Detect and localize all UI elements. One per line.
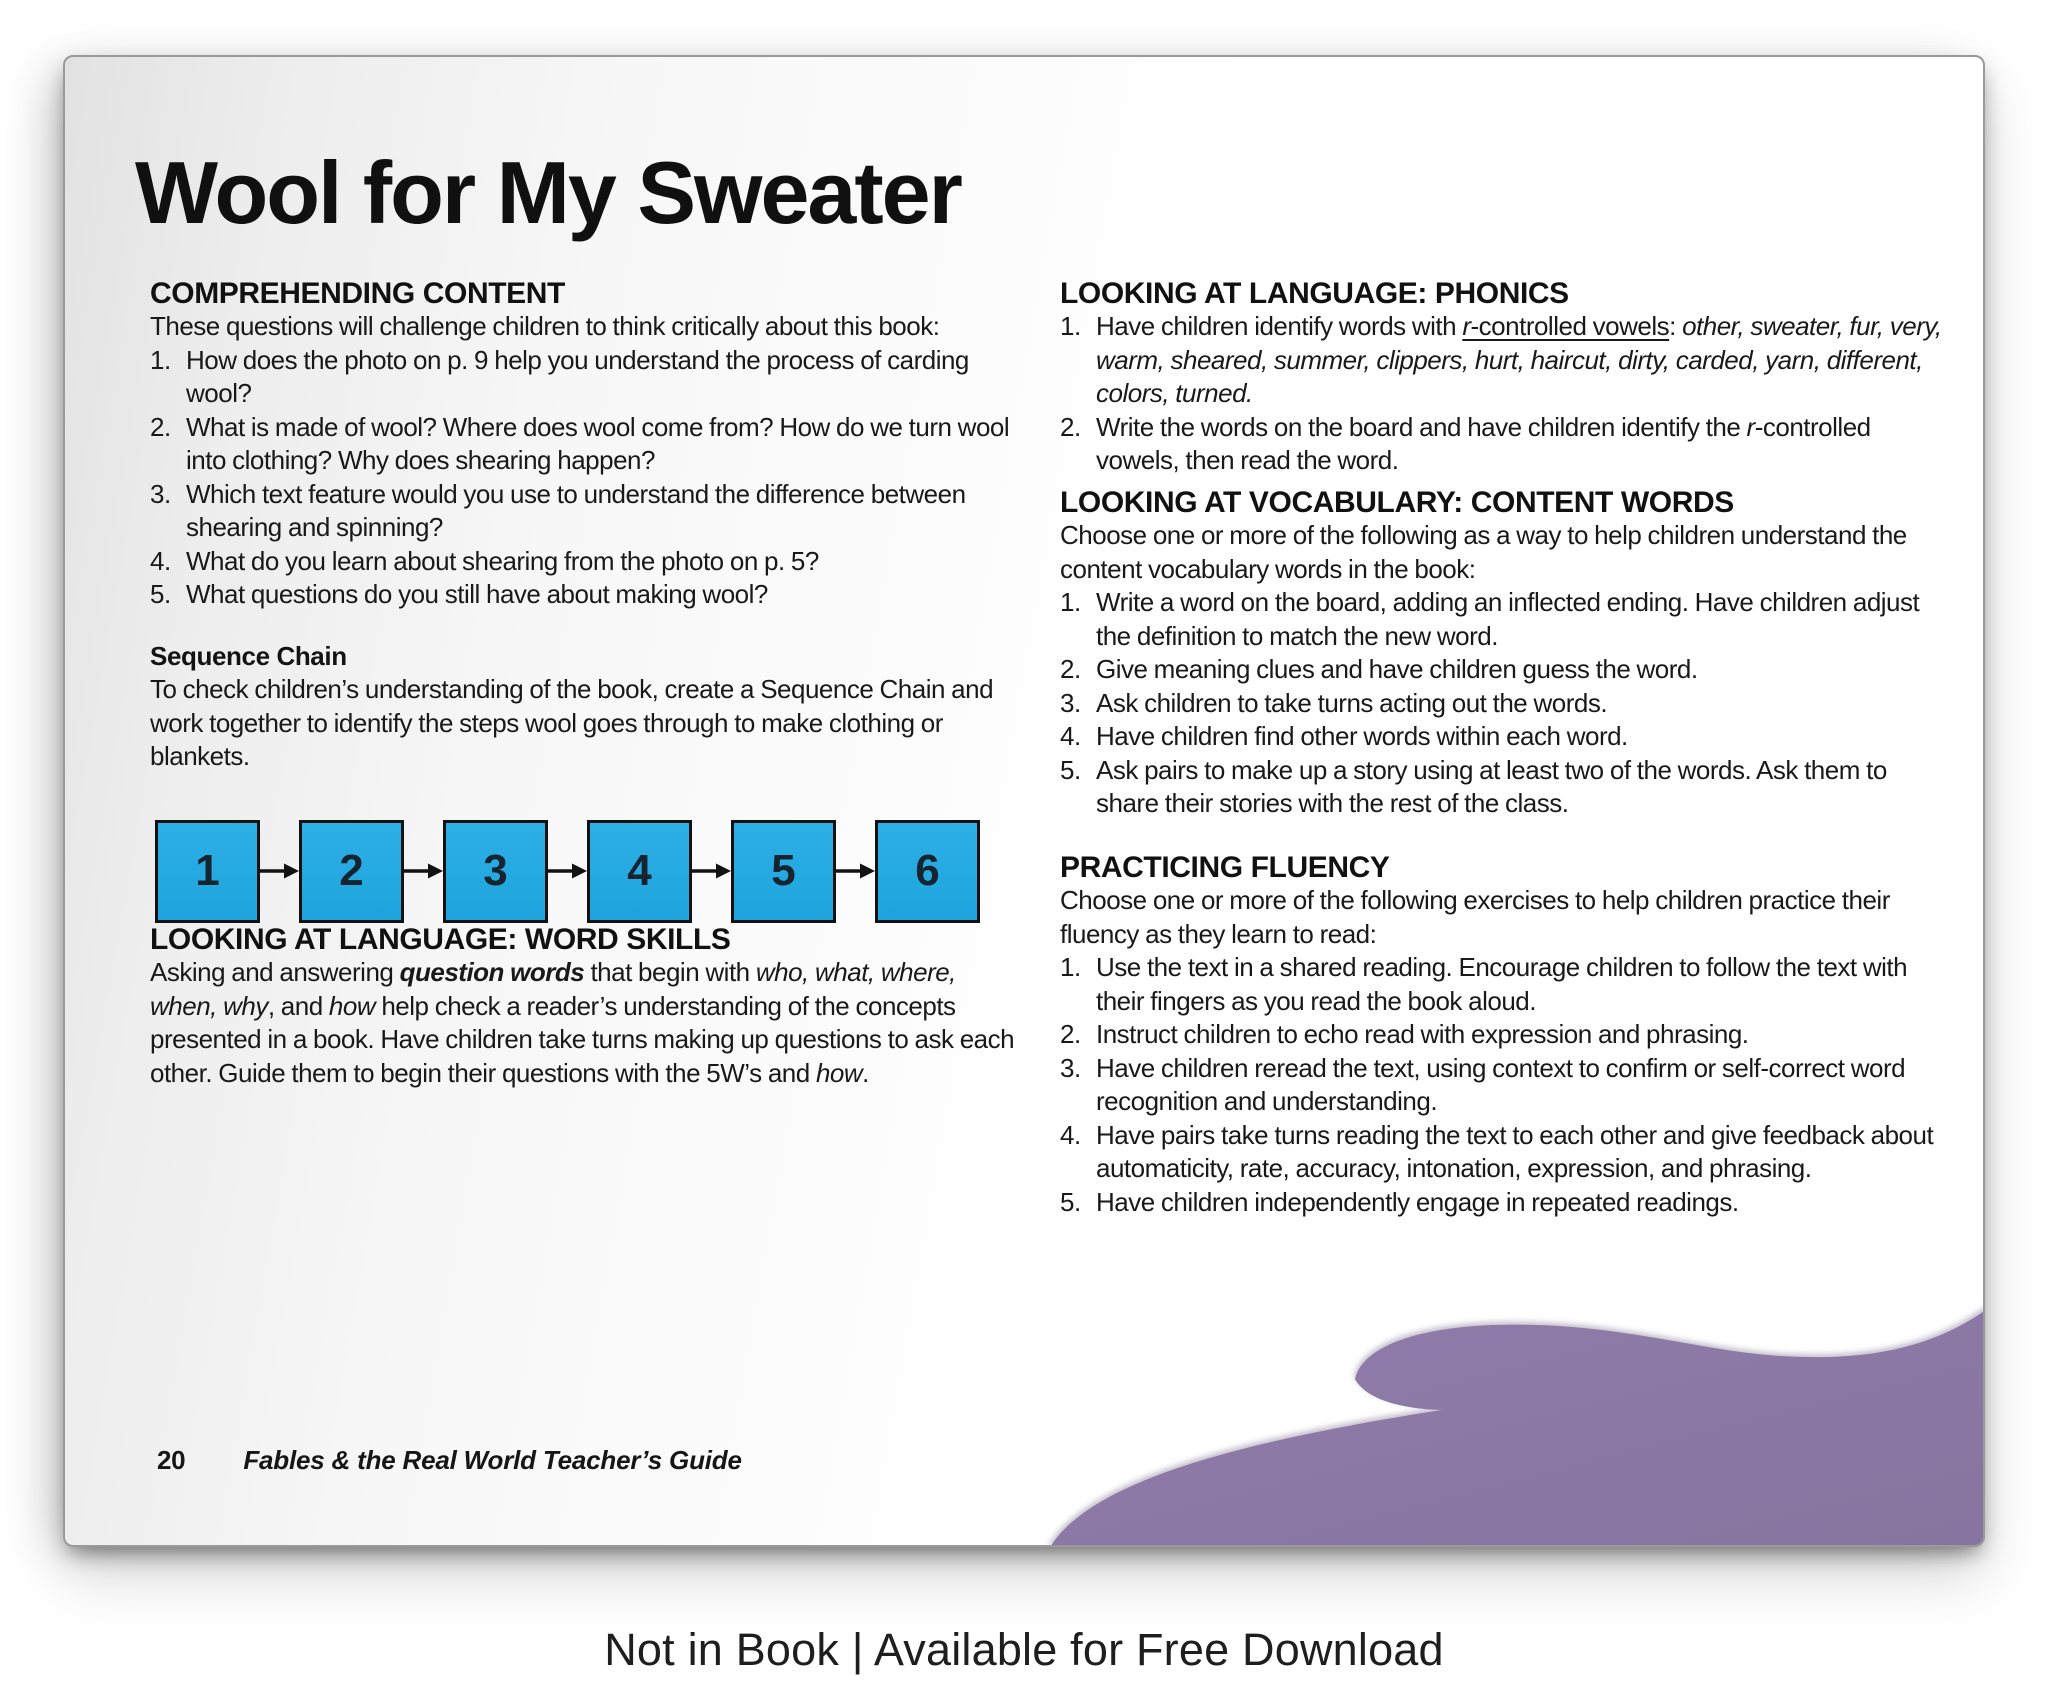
right-column (1060, 277, 1950, 1220)
sequence-box-label: 4 (627, 846, 652, 896)
sequence-box-label: 6 (915, 846, 940, 896)
sequence-box-label: 5 (771, 846, 796, 896)
sequence-box-4 (587, 820, 692, 923)
list-text: Ask pairs to make up a story using at least two of the words. Ask them to share their stories with the rest of the class. (1096, 754, 1887, 819)
list-number: 4. (1060, 721, 1081, 752)
list-item (1060, 586, 1950, 653)
list-text: Use the text in a shared reading. Encourage children to follow the text with their fingers as you read the book aloud. (1096, 952, 1908, 1016)
list-item (1060, 310, 1950, 411)
list-number: 5. (1060, 754, 1081, 785)
sequence-chain-diagram (155, 820, 1020, 923)
list-item (1060, 1186, 1950, 1220)
list-number: 3. (1060, 687, 1081, 718)
list-item (1060, 754, 1950, 821)
list-number: 4. (150, 545, 171, 576)
list-item (150, 478, 1020, 545)
sequence-box-6 (875, 820, 980, 923)
list-text: Write the words on the board and have children identify the r-controlled vowels, then read the word. (1096, 411, 1871, 476)
list-text: What is made of wool? Where does wool come from? How do we turn wool into clothing? Why does shearing happen? (186, 411, 1010, 476)
arrow-right-icon (260, 860, 299, 882)
arrow-right-icon (692, 860, 731, 882)
sequence-box-label: 2 (339, 846, 364, 896)
list-number: 2. (1060, 1019, 1081, 1050)
availability-caption: Not in Book | Available for Free Download (604, 1624, 1444, 1675)
list-number: 3. (150, 478, 171, 509)
list-text: Give meaning clues and have children guess the word. (1096, 654, 1698, 685)
fluency-intro: Choose one or more of the following exercises to help children practice their fluency as they learn to read: (1060, 885, 1890, 949)
vocabulary-intro: Choose one or more of the following as a way to help children understand the content vocabulary words in the book: (1060, 520, 1907, 584)
section-heading-comprehending-content: COMPREHENDING CONTENT (150, 276, 565, 310)
list-item (150, 411, 1020, 478)
comprehending-question-list (150, 344, 1020, 612)
arrow-right-icon (548, 860, 587, 882)
arrow-right-icon (836, 860, 875, 882)
list-text: Have children independently engage in repeated readings. (1096, 1186, 1739, 1217)
list-item (1060, 720, 1950, 754)
list-number: 4. (1060, 1119, 1081, 1150)
sequence-box-5 (731, 820, 836, 923)
sequence-box-2 (299, 820, 404, 923)
list-number: 2. (1060, 411, 1081, 442)
sequence-chain-description: To check children’s understanding of the book, create a Sequence Chain and work together to identify the steps wool goes through to make clothing or blankets. (150, 674, 994, 772)
vocabulary-list (1060, 586, 1950, 821)
section-heading-vocabulary: LOOKING AT VOCABULARY: CONTENT WORDS (1060, 485, 1734, 519)
page-number: 20 (157, 1445, 186, 1475)
list-number: 1. (1060, 952, 1081, 983)
fluency-list (1060, 951, 1950, 1219)
list-text: Which text feature would you use to understand the difference between shearing and spinning? (186, 478, 966, 543)
list-number: 1. (150, 344, 171, 375)
list-text: Ask children to take turns acting out the words. (1096, 687, 1608, 718)
list-text: Write a word on the board, adding an inflected ending. Have children adjust the definition to match the new word. (1096, 587, 1920, 651)
book-title: Fables & the Real World Teacher’s Guide (243, 1445, 742, 1475)
two-column-layout (150, 277, 1983, 1220)
list-number: 2. (150, 411, 171, 442)
list-item (150, 344, 1020, 411)
page-footer (157, 1445, 742, 1476)
list-number: 1. (1060, 587, 1081, 618)
list-text: How does the photo on p. 9 help you understand the process of carding wool? (186, 344, 969, 409)
list-text: What questions do you still have about making wool? (186, 579, 768, 610)
list-item (1060, 1018, 1950, 1052)
list-number: 5. (150, 579, 171, 610)
teacher-guide-page (63, 55, 1985, 1547)
list-item (1060, 687, 1950, 721)
list-text: Have children find other words within each word. (1096, 721, 1628, 752)
list-item (1060, 411, 1950, 478)
list-text: Have children reread the text, using context to confirm or self-correct word recognition and understanding. (1096, 1052, 1906, 1117)
sequence-box-3 (443, 820, 548, 923)
list-text: Instruct children to echo read with expression and phrasing. (1096, 1019, 1749, 1050)
list-item (1060, 1119, 1950, 1186)
left-column (150, 277, 1020, 1220)
section-heading-word-skills: LOOKING AT LANGUAGE: WORD SKILLS (150, 922, 731, 956)
list-text: Have children identify words with r-controlled vowels: other, sweater, fur, very, warm, sheared, summer, clippers, hurt, haircut, dirty, carded, yarn, different, colors, turned. (1096, 311, 1942, 409)
section-heading-fluency: PRACTICING FLUENCY (1060, 850, 1390, 884)
sequence-chain-subheading: Sequence Chain (150, 640, 347, 671)
list-item (1060, 951, 1950, 1018)
page-title: Wool for My Sweater (135, 143, 961, 242)
sequence-box-label: 1 (195, 846, 220, 896)
section-heading-phonics: LOOKING AT LANGUAGE: PHONICS (1060, 276, 1569, 310)
phonics-list (1060, 310, 1950, 478)
arrow-right-icon (404, 860, 443, 882)
sequence-box-1 (155, 820, 260, 923)
list-item (150, 578, 1020, 612)
list-number: 3. (1060, 1052, 1081, 1083)
list-item (150, 545, 1020, 579)
list-text: Have pairs take turns reading the text to each other and give feedback about automaticity, rate, accuracy, intonation, expression, and phrasing. (1096, 1119, 1934, 1184)
comprehending-intro: These questions will challenge children to think critically about this book: (150, 311, 940, 342)
list-item (1060, 1052, 1950, 1119)
list-number: 5. (1060, 1186, 1081, 1217)
list-item (1060, 653, 1950, 687)
list-number: 2. (1060, 654, 1081, 685)
sequence-box-label: 3 (483, 846, 508, 896)
list-text: What do you learn about shearing from the photo on p. 5? (186, 545, 819, 576)
word-skills-paragraph: Asking and answering question words that begin with who, what, where, when, why, and how help check a reader’s understanding of the concepts presented in a book. Have children take turns making up questions to ask each other. Guide them to begin their questions with the 5W’s and how. (150, 957, 1015, 1088)
list-number: 1. (1060, 311, 1081, 342)
